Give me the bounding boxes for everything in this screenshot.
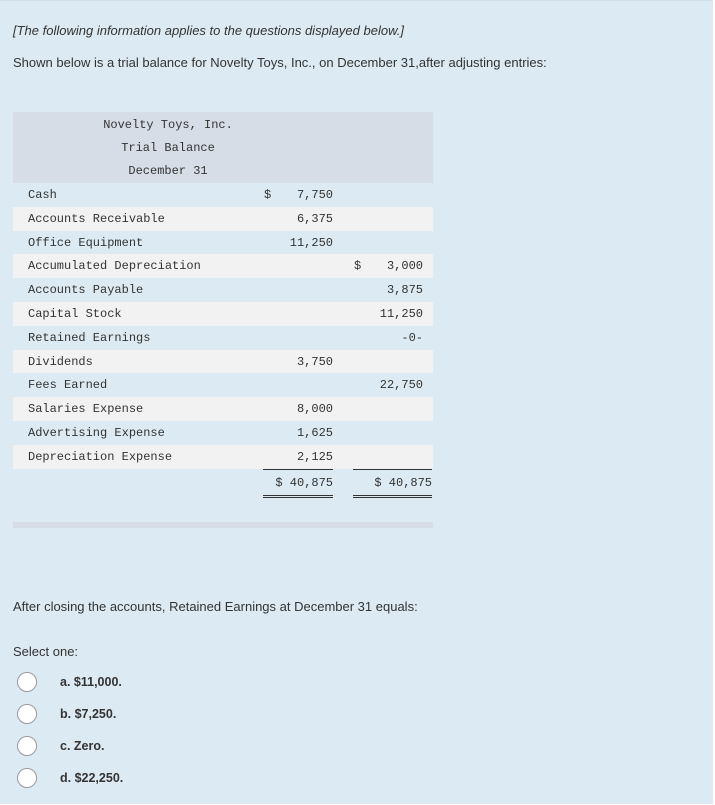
intro-text: Shown below is a trial balance for Novelty Toys, Inc., on December 31,after adjusting entries:: [13, 55, 547, 70]
account-name: Retained Earnings: [28, 330, 151, 345]
company-name: Novelty Toys, Inc.: [103, 118, 233, 132]
table-row: [13, 326, 433, 350]
credit-value: 11,250: [379, 306, 423, 321]
table-row: [13, 397, 433, 421]
account-name: Fees Earned: [28, 378, 108, 393]
totals-row: [13, 469, 433, 509]
trial-balance-table: [13, 112, 433, 509]
total-underline-credit: [353, 469, 432, 470]
option-label: c. Zero.: [60, 739, 105, 753]
table-row: [13, 278, 433, 302]
option-label: b. $7,250.: [60, 707, 117, 721]
account-name: Salaries Expense: [28, 402, 144, 417]
debit-dollar: $: [264, 188, 272, 202]
account-name: Capital Stock: [28, 306, 122, 321]
credit-value: -0-: [401, 330, 423, 345]
debit-value: 1,625: [296, 425, 333, 440]
debit-value: 6,375: [296, 211, 333, 226]
credit-value: 3,000: [386, 259, 423, 274]
statement-title: Trial Balance: [121, 141, 215, 155]
radio-button[interactable]: [17, 704, 37, 724]
account-name: Advertising Expense: [28, 425, 165, 440]
trial-balance-footer: [13, 522, 433, 528]
account-name: Office Equipment: [28, 235, 144, 250]
option-c[interactable]: [17, 736, 217, 758]
table-row: [13, 302, 433, 326]
table-row: [13, 350, 433, 374]
account-name: Depreciation Expense: [28, 449, 173, 464]
credit-value: 3,875: [386, 283, 423, 298]
double-underline-debit: [263, 495, 333, 498]
account-name: Dividends: [28, 354, 93, 369]
intro-note: [The following information applies to the questions displayed below.]: [13, 23, 404, 38]
table-row: [13, 183, 433, 207]
total-credit: $ 40,875: [374, 475, 432, 490]
option-label: d. $22,250.: [60, 771, 124, 785]
credit-value: 22,750: [379, 378, 423, 393]
question-text: After closing the accounts, Retained Earnings at December 31 equals:: [13, 599, 418, 614]
option-b[interactable]: [17, 704, 217, 726]
trial-balance-header: [13, 112, 433, 183]
statement-date: December 31: [128, 164, 208, 178]
option-a[interactable]: [17, 672, 217, 694]
account-name: Accounts Receivable: [28, 211, 165, 226]
debit-value: 11,250: [289, 235, 333, 250]
debit-value: 8,000: [296, 402, 333, 417]
select-one-label: Select one:: [13, 644, 79, 659]
table-row: [13, 421, 433, 445]
radio-button[interactable]: [17, 736, 37, 756]
table-row: [13, 373, 433, 397]
radio-button[interactable]: [17, 768, 37, 788]
total-underline-debit: [263, 469, 333, 470]
table-row: [13, 207, 433, 231]
account-name: Accumulated Depreciation: [28, 259, 201, 274]
option-label: a. $11,000.: [60, 675, 122, 689]
debit-value: 7,750: [296, 188, 333, 202]
table-row: [13, 445, 433, 469]
double-underline-credit: [353, 495, 432, 498]
option-d[interactable]: [17, 768, 217, 790]
account-name: Accounts Payable: [28, 283, 144, 298]
total-debit: $ 40,875: [275, 475, 333, 490]
debit-value: 3,750: [296, 354, 333, 369]
credit-dollar: $: [354, 259, 362, 274]
account-name: Cash: [28, 188, 57, 202]
table-row: [13, 254, 433, 278]
radio-button[interactable]: [17, 672, 37, 692]
debit-value: 2,125: [296, 449, 333, 464]
table-row: [13, 231, 433, 255]
